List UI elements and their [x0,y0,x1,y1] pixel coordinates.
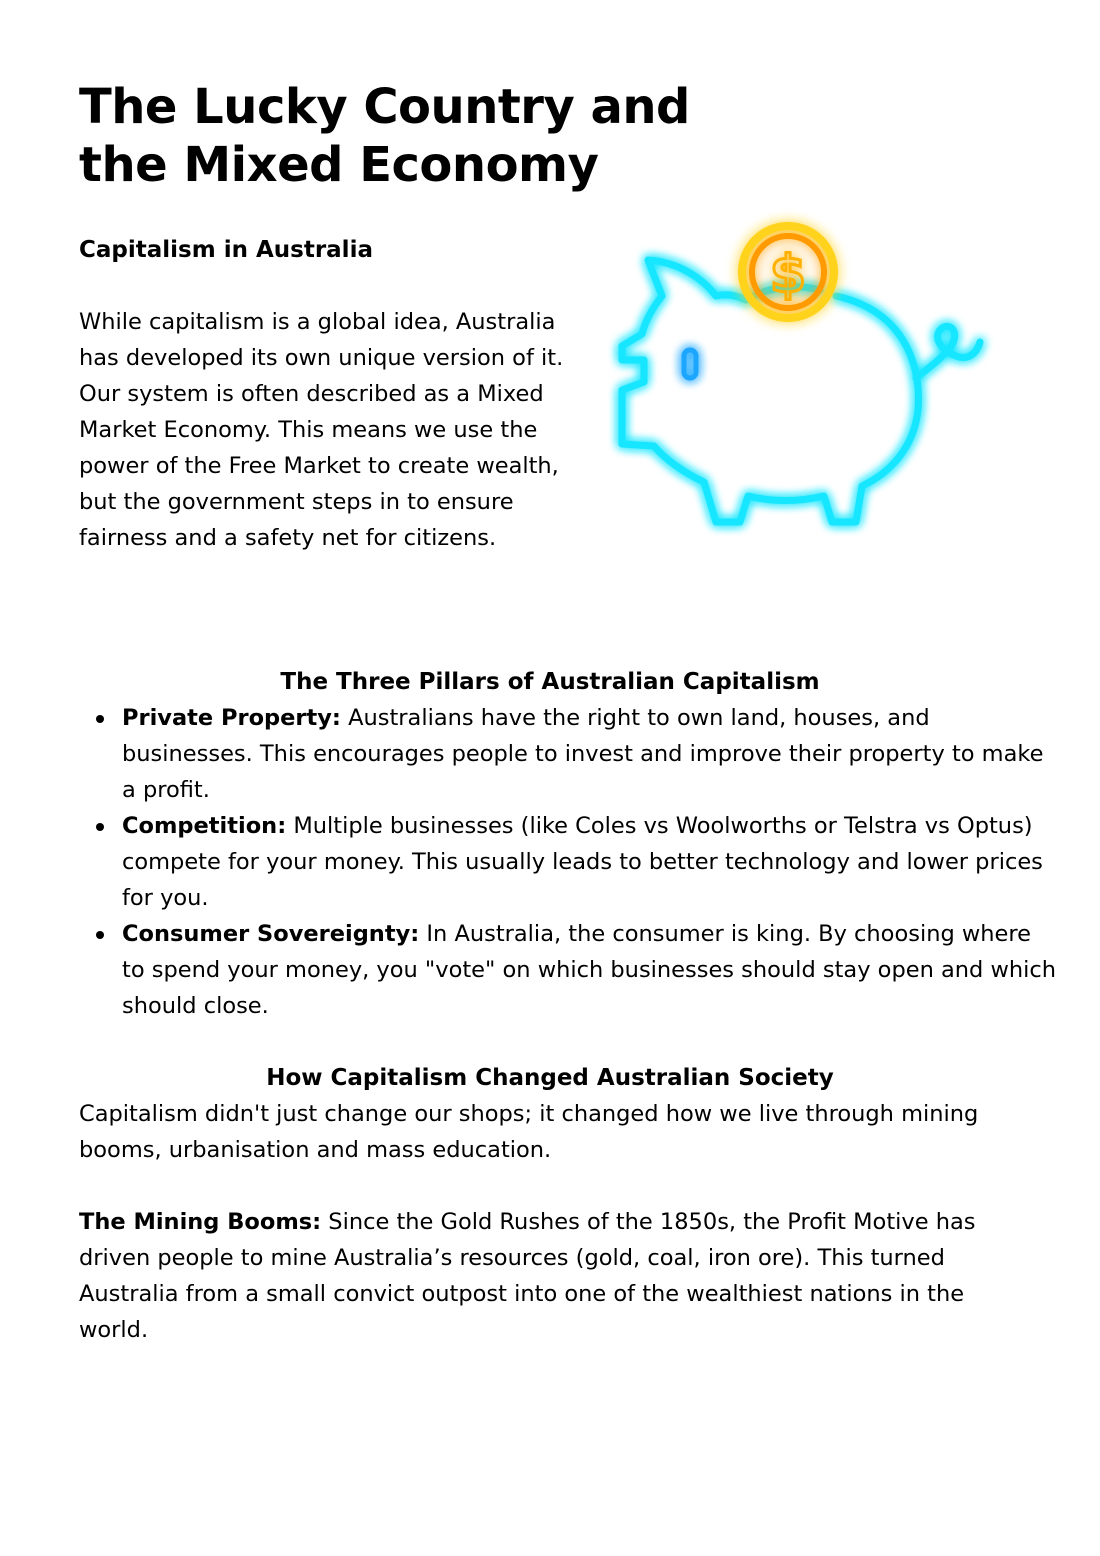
pillar-text: Multiple businesses (like Coles vs Woolworths or Telstra vs Optus) compete for your money. This usually leads to better technology and lower prices for you. [122,813,1043,911]
neon-piggy-bank-icon [600,210,1000,550]
pillar-text: Australians have the right to own land, houses, and businesses. This encourages people to invest and improve their property to make a profit. [122,705,1044,803]
society-intro-paragraph: Capitalism didn't just change our shops; it changed how we live through mining booms, urbanisation and mass education. [79,1101,979,1163]
pillar-term: Competition: [122,813,287,839]
section-heading-capitalism: Capitalism in Australia [79,237,373,263]
pillar-term: Private Property: [122,705,341,731]
list-item [122,808,1057,916]
page-title [79,78,779,194]
pillar-text: In Australia, the consumer is king. By choosing where to spend your money, you "vote" on which businesses should stay open and which should close. [122,921,1057,1019]
list-item [122,700,1057,808]
mining-booms-paragraph [79,1204,1029,1348]
mining-booms-term: The Mining Booms: [79,1209,322,1235]
coin [742,226,834,318]
pig-tail-path [916,326,980,378]
pillars-list [79,700,1057,1024]
pillars-heading: The Three Pillars of Australian Capitalism [280,669,820,695]
page-title-line-1: The Lucky Country and [79,79,690,135]
society-heading: How Capitalism Changed Australian Society [266,1065,834,1091]
mining-booms-text: Since the Gold Rushes of the 1850s, the Profit Motive has driven people to mine Australia’s resources (gold, coal, iron ore). This turned Australia from a small convict outpost into one of the wealthiest nations in the world. [79,1209,976,1343]
intro-paragraph: While capitalism is a global idea, Australia has developed its own unique version of it. Our system is often described as a Mixed Market Economy. This means we use the power of the Free Market to create wealth, but the government steps in to ensure fairness and a safety net for citizens. [79,309,564,551]
coin-dollar-symbol: $ [769,245,807,305]
pillar-term: Consumer Sovereignty: [122,921,420,947]
page-title-line-2: the Mixed Economy [79,137,599,193]
pig-eye [684,350,696,378]
list-item [122,916,1057,1024]
